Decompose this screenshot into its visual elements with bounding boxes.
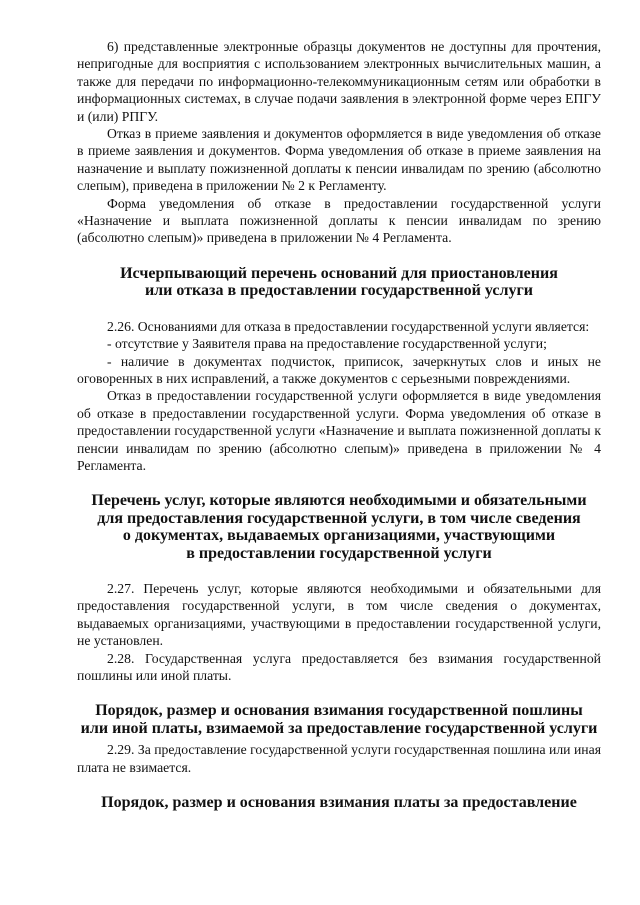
- heading-services: [77, 492, 601, 562]
- heading-services-line: Перечень услуг, которые являются необходимыми и обязательными: [91, 492, 587, 510]
- heading-grounds: [77, 265, 601, 300]
- heading-services-line: о документах, выдаваемых организациями, участвующими: [122, 527, 556, 545]
- document-page: [77, 38, 601, 811]
- list-item: - наличие в документах подчисток, приписок, зачеркнутых слов и иных не оговоренных в них исправлений, а также документов с серьезными повреждениями.: [77, 353, 601, 386]
- heading-duty-line: или иной платы, взимаемой за предоставление государственной услуги: [80, 719, 598, 737]
- heading-grounds-line: Исчерпывающий перечень оснований для приостановления: [120, 264, 558, 282]
- paragraph-2-29: 2.29. За предоставление государственной услуги государственная пошлина или иная плата не взимается.: [77, 742, 601, 775]
- heading-duty: [77, 702, 601, 737]
- heading-fee-line: Порядок, размер и основания взимания платы за предоставление: [101, 794, 577, 812]
- heading-grounds-line: или отказа в предоставлении государственной услуги: [144, 282, 534, 300]
- list-item: - отсутствие у Заявителя права на предоставление государственной услуги;: [107, 336, 547, 352]
- heading-duty-line: Порядок, размер и основания взимания государственной пошлины: [95, 702, 583, 720]
- paragraph-2-28: 2.28. Государственная услуга предоставляется без взимания государственной пошлины или иной платы.: [77, 650, 601, 683]
- paragraph-refusal-acceptance: Отказ в приеме заявления и документов оформляется в виде уведомления об отказе в приеме заявления и документов. Форма уведомления об отказе в приеме заявления на назначение и выплату пожизненной доплаты к пенсии инвалидам по зрению (абсолютно слепым), приведена в приложении № 2 к Регламенту.: [77, 126, 601, 194]
- paragraph-form-notice: Форма уведомления об отказе в предоставлении государственной услуги «Назначение и выплата пожизненной доплаты к пенсии инвалидам по зрению (абсолютно слепым)» приведена в приложении № 4 Регламента.: [77, 195, 601, 246]
- paragraph-item-6: 6) представленные электронные образцы документов не доступны для прочтения, непригодные для восприятия с использованием электронных вычислительных машин, а также для передачи по информационно-телекоммуникационным сетям или обработки в информационных системах, в случае подачи заявления в электронной форме через ЕПГУ и (или) РПГУ.: [77, 39, 601, 124]
- heading-services-line: для предоставления государственной услуги, в том числе сведения: [97, 509, 581, 527]
- heading-fee: [77, 794, 601, 811]
- paragraph-2-27: 2.27. Перечень услуг, которые являются необходимыми и обязательными для предоставления государственной услуги, в том числе сведения о документах, выдаваемых организациями, участвующими в предоставлении государственной услуги, не установлен.: [77, 580, 601, 649]
- paragraph-refusal-service: Отказ в предоставлении государственной услуги оформляется в виде уведомления об отказе в предоставлении государственной услуги. Форма уведомления об отказе в предоставлении государственной услуги «Назначение и выплата пожизненной доплаты к пенсии инвалидам по зрению (абсолютно слепым)» приведена в приложении № 4 Регламента.: [77, 388, 601, 473]
- paragraph-2-26: 2.26. Основаниями для отказа в предоставлении государственной услуги является:: [107, 318, 590, 334]
- heading-services-line: в предоставлении государственной услуги: [186, 544, 492, 562]
